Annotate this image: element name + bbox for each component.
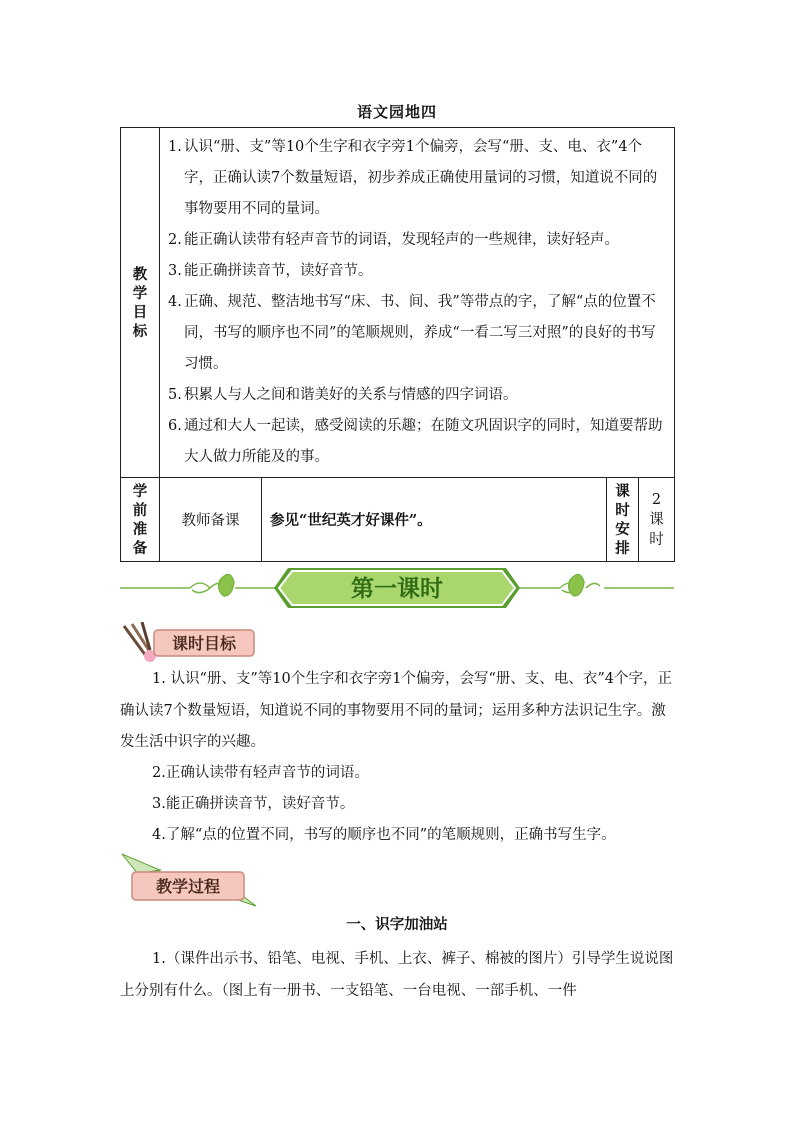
objective-4: 4.了解“点的位置不同，书写的顺序也不同”的笔顺规则，正确书写生字。	[152, 827, 616, 843]
objective-2: 2.正确认读带有轻声音节的词语。	[152, 765, 369, 781]
goal-item: 3. 能正确拼读音节，读好音节。	[168, 263, 373, 279]
goal-item: 2. 能正确认读带有轻声音节的词语，发现轻声的一些规律，读好轻声。	[168, 232, 619, 248]
process-tag	[120, 852, 260, 908]
prep-teacher: 教师备课	[160, 478, 262, 562]
section-heading: 一、识字加油站	[346, 916, 448, 933]
schedule-value: 2 课 时	[639, 478, 675, 562]
schedule-header: 课 时 安 排	[607, 478, 639, 562]
leaf-ornament-icon	[120, 574, 280, 596]
prep-content: 参见“世纪英才好课件”。	[262, 478, 607, 562]
doc-title: 语文园地四	[356, 103, 437, 121]
objectives-tag	[120, 622, 260, 666]
goals-row	[121, 128, 675, 478]
goal-item: 6. 通过和大人一起读，感受阅读的乐趣；在随文巩固识字的同时，知道要帮助大人做力所能及的事。	[168, 418, 663, 465]
leaf-ornament-icon	[514, 574, 674, 596]
lesson-banner	[120, 562, 674, 614]
prep-row	[121, 478, 675, 562]
goals-list	[160, 128, 675, 478]
body-paragraph: 1.（课件出示书、铅笔、电视、手机、上衣、裤子、棉被的图片）引导学生说说图上分别有什么。（图上有一册书、一支铅笔、一台电视、一部手机、一件	[120, 951, 674, 999]
objective-1: 1. 认识“册、支”等10个生字和衣字旁1个偏旁，会写“册、支、电、衣”4个字，正确认读7个数量短语，知道说不同的事物要用不同的量词；运用多种方法识记生字。激发生活中识字的兴趣。	[120, 671, 672, 750]
objective-3: 3.能正确拼读音节，读好音节。	[152, 796, 355, 812]
goal-item: 4. 正确、规范、整洁地书写“床、书、间、我”等带点的字，了解“点的位置不同，书写的顺序也不同”的笔顺规则，养成“一看二写三对照”的良好的书写习惯。	[168, 294, 656, 372]
process-tag-label: 教学过程	[155, 877, 221, 896]
goal-item: 1. 认识“册、支”等10个生字和衣字旁1个偏旁，会写“册、支、电、衣”4个字，正确认读7个数量短语，初步养成正确使用量词的习惯，知道说不同的事物要用不同的量词。	[168, 139, 658, 217]
lesson-plan-table	[120, 127, 675, 562]
prep-header: 学 前 准 备	[121, 478, 160, 562]
goals-header: 教 学 目 标	[121, 128, 160, 478]
objectives-tag-label: 课时目标	[171, 634, 237, 653]
goal-item: 5. 积累人与人之间和谐美好的关系与情感的四字词语。	[168, 387, 518, 403]
banner-title: 第一课时	[351, 576, 443, 602]
